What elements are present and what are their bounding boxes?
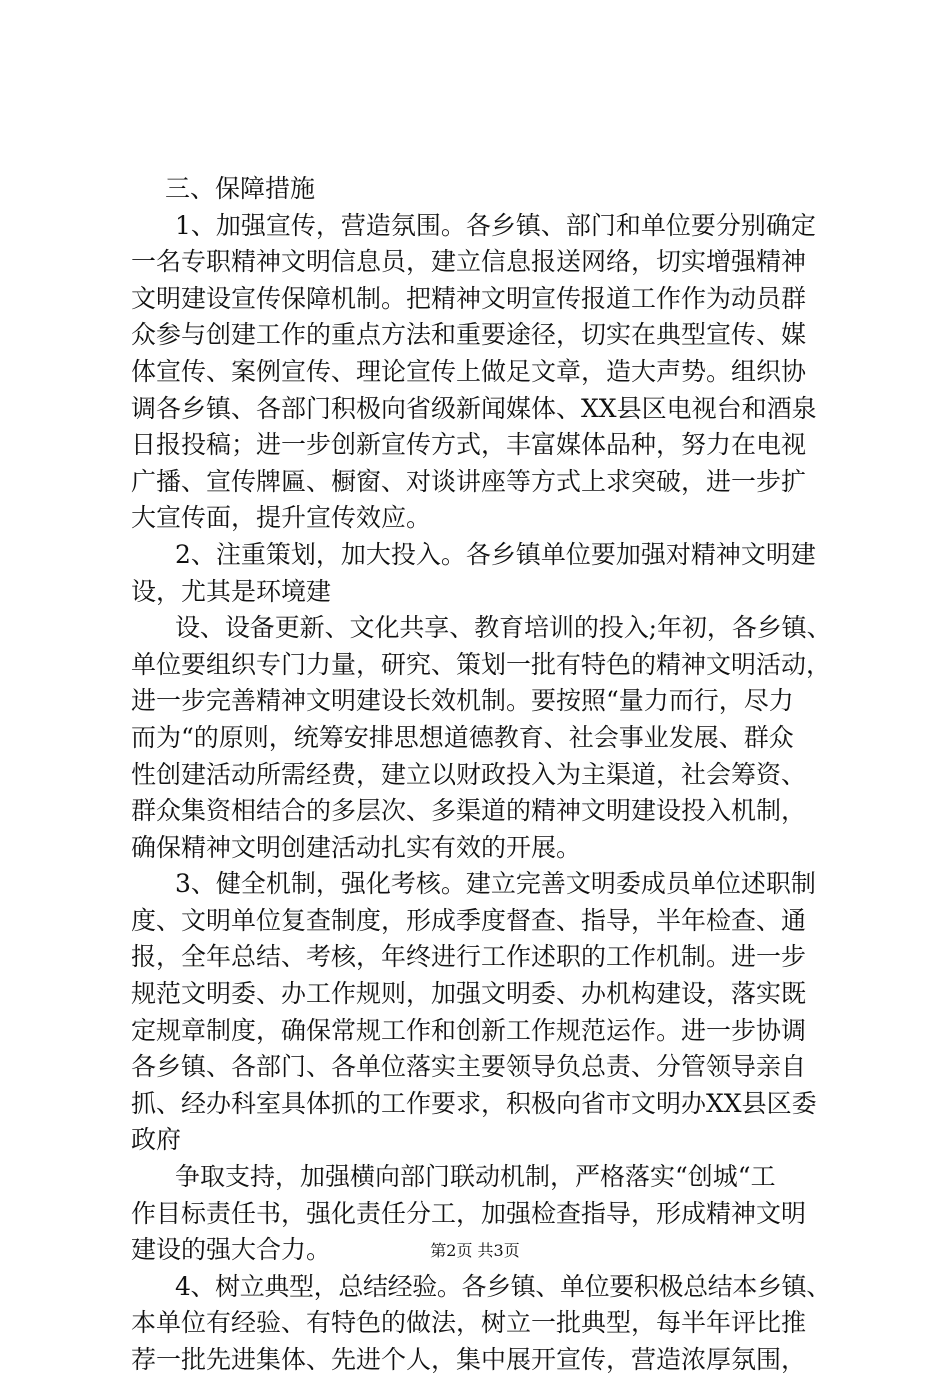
text-line: 群众集资相结合的多层次、多渠道的精神文明建设投入机制， — [131, 796, 807, 826]
text-line: 规范文明委、办工作规则，加强文明委、办机构建设，落实既 — [131, 979, 807, 1009]
text-line: 确保精神文明创建活动扎实有效的开展。 — [131, 832, 582, 862]
text-line: 1、加强宣传，营造氛围。各乡镇、部门和单位要分别确定 — [175, 210, 816, 240]
text-line: 众参与创建工作的重点方法和重要途径，切实在典型宣传、媒 — [131, 320, 807, 350]
text-line: 性创建活动所需经费，建立以财政投入为主渠道，社会筹资、 — [131, 759, 807, 789]
text-line: 3、健全机制，强化考核。建立完善文明委成员单位述职制 — [175, 869, 816, 899]
text-line: 设，尤其是环境建 — [131, 576, 332, 606]
text-line: 进一步完善精神文明建设长效机制。要按照“量力而行，尽力 — [131, 686, 794, 716]
document-body — [131, 171, 831, 1379]
text-line: 体宣传、案例宣传、理论宣传上做足文章，造大声势。组织协 — [131, 356, 807, 386]
text-line: 定规章制度，确保常规工作和创新工作规范运作。进一步协调 — [131, 1015, 807, 1045]
text-line: 各乡镇、各部门、各单位落实主要领导负总责、分管领导亲自 — [131, 1052, 807, 1082]
text-line: 度、文明单位复查制度，形成季度督查、指导，半年检查、通 — [131, 905, 807, 935]
text-line: 建设的强大合力。 — [131, 1235, 332, 1265]
text-line: 单位要组织专门力量，研究、策划一批有特色的精神文明活动， — [131, 649, 832, 679]
text-line: 调各乡镇、各部门积极向省级新闻媒体、XX县区电视台和酒泉 — [131, 393, 817, 423]
text-line: 广播、宣传牌匾、橱窗、对谈讲座等方式上求突破，进一步扩 — [131, 466, 807, 496]
text-line: 2、注重策划，加大投入。各乡镇单位要加强对精神文明建 — [175, 539, 816, 569]
text-line: 设、设备更新、文化共享、教育培训的投入;年初，各乡镇、 — [175, 613, 832, 643]
text-line: 报，全年总结、考核，年终进行工作述职的工作机制。进一步 — [131, 942, 807, 972]
text-line: 荐一批先进集体、先进个人，集中展开宣传，营造浓厚氛围， — [131, 1345, 807, 1374]
text-line: 大宣传面，提升宣传效应。 — [131, 503, 432, 533]
text-line: 一名专职精神文明信息员，建立信息报送网络，切实增强精神 — [131, 247, 807, 277]
text-line: 日报投稿；进一步创新宣传方式，丰富媒体品种，努力在电视 — [131, 430, 807, 460]
text-line: 政府 — [131, 1125, 182, 1155]
text-line: 而为“的原则，统筹安排思想道德教育、社会事业发展、群众 — [131, 722, 794, 752]
text-line: 4、树立典型，总结经验。各乡镇、单位要积极总结本乡镇、 — [175, 1271, 831, 1301]
text-line: 文明建设宣传保障机制。把精神文明宣传报道工作作为动员群 — [131, 283, 807, 313]
text-line: 争取支持，加强横向部门联动机制，严格落实“创城“工 — [175, 1162, 776, 1192]
text-line: 作目标责任书，强化责任分工，加强检查指导，形成精神文明 — [131, 1198, 807, 1228]
section-heading: 三、保障措施 — [165, 174, 316, 203]
text-line: 抓、经办科室具体抓的工作要求，积极向省市文明办XX县区委 — [131, 1088, 817, 1118]
text-line: 本单位有经验、有特色的做法，树立一批典型，每半年评比推 — [131, 1308, 807, 1338]
page-footer: 第2页 共3页 — [430, 1241, 520, 1260]
